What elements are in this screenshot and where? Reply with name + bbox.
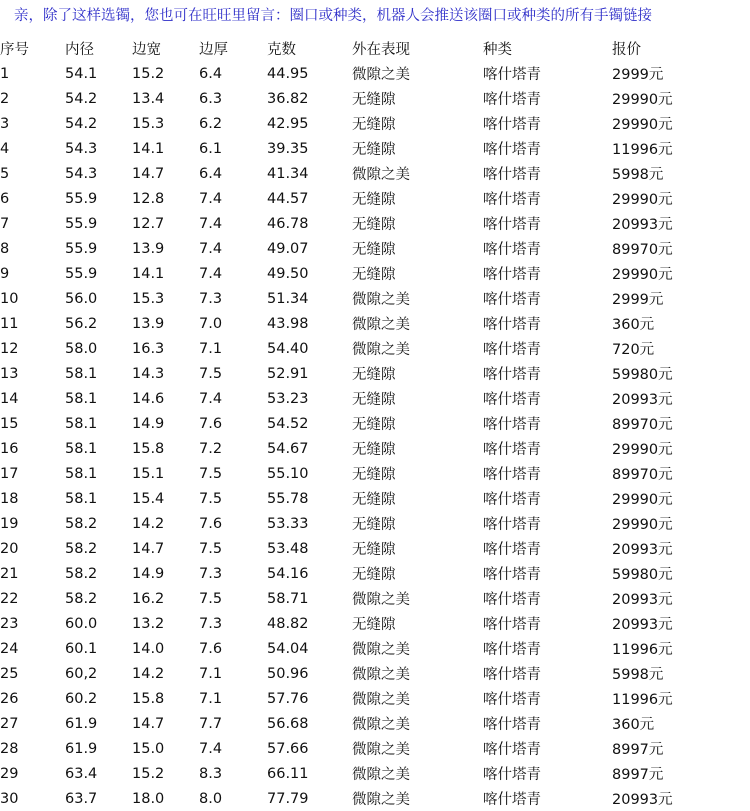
cell-inner-diameter: 55.9	[65, 215, 98, 232]
cell-band-width: 14.0	[132, 640, 165, 657]
cell-type: 喀什塔青	[483, 742, 541, 758]
table-row	[0, 686, 740, 711]
table-row	[0, 611, 740, 636]
cell-price: 20993元	[612, 392, 673, 408]
cell-price: 360元	[612, 717, 655, 733]
table-row	[0, 86, 740, 111]
header-band-width: 边宽	[132, 42, 161, 58]
cell-index: 10	[0, 290, 19, 307]
cell-inner-diameter: 56.2	[65, 315, 98, 332]
table-row	[0, 286, 740, 311]
cell-band-width: 14.9	[132, 565, 165, 582]
cell-price: 20993元	[612, 217, 673, 233]
cell-price: 89970元	[612, 467, 673, 483]
cell-type: 喀什塔青	[483, 467, 541, 483]
cell-index: 8	[0, 240, 10, 257]
cell-band-thickness: 7.3	[199, 290, 223, 307]
cell-appearance: 微隙之美	[352, 792, 410, 808]
cell-inner-diameter: 54.3	[65, 140, 98, 157]
cell-inner-diameter: 55.9	[65, 265, 98, 282]
cell-price: 11996元	[612, 142, 673, 158]
cell-inner-diameter: 58.0	[65, 340, 98, 357]
cell-type: 喀什塔青	[483, 542, 541, 558]
cell-type: 喀什塔青	[483, 492, 541, 508]
cell-weight-grams: 49.50	[267, 265, 309, 282]
cell-band-width: 14.2	[132, 515, 165, 532]
cell-band-width: 12.8	[132, 190, 165, 207]
cell-appearance: 无缝隙	[352, 267, 396, 283]
table-row	[0, 586, 740, 611]
cell-inner-diameter: 58.1	[65, 465, 98, 482]
cell-inner-diameter: 55.9	[65, 240, 98, 257]
cell-weight-grams: 53.48	[267, 540, 309, 557]
table-row	[0, 211, 740, 236]
cell-inner-diameter: 60.0	[65, 615, 98, 632]
cell-appearance: 无缝隙	[352, 142, 396, 158]
cell-appearance: 微隙之美	[352, 767, 410, 783]
cell-band-width: 14.2	[132, 665, 165, 682]
cell-band-thickness: 7.4	[199, 265, 223, 282]
cell-index: 4	[0, 140, 10, 157]
cell-appearance: 微隙之美	[352, 167, 410, 183]
cell-appearance: 无缝隙	[352, 367, 396, 383]
cell-appearance: 无缝隙	[352, 442, 396, 458]
cell-appearance: 微隙之美	[352, 317, 410, 333]
cell-inner-diameter: 55.9	[65, 190, 98, 207]
cell-weight-grams: 55.10	[267, 465, 309, 482]
cell-inner-diameter: 63.4	[65, 765, 98, 782]
cell-type: 喀什塔青	[483, 167, 541, 183]
table-row	[0, 486, 740, 511]
cell-band-width: 14.6	[132, 390, 165, 407]
cell-appearance: 无缝隙	[352, 192, 396, 208]
cell-type: 喀什塔青	[483, 242, 541, 258]
cell-band-thickness: 7.1	[199, 665, 223, 682]
cell-weight-grams: 53.23	[267, 390, 309, 407]
cell-band-width: 14.7	[132, 715, 165, 732]
table-header	[0, 36, 740, 61]
cell-weight-grams: 49.07	[267, 240, 309, 257]
cell-band-thickness: 6.1	[199, 140, 223, 157]
cell-appearance: 微隙之美	[352, 67, 410, 83]
cell-band-width: 14.1	[132, 265, 165, 282]
cell-appearance: 无缝隙	[352, 117, 396, 133]
cell-type: 喀什塔青	[483, 442, 541, 458]
cell-appearance: 无缝隙	[352, 242, 396, 258]
cell-band-width: 16.3	[132, 340, 165, 357]
cell-type: 喀什塔青	[483, 792, 541, 808]
cell-inner-diameter: 58.1	[65, 490, 98, 507]
header-type: 种类	[483, 42, 512, 58]
cell-inner-diameter: 61.9	[65, 740, 98, 757]
cell-price: 20993元	[612, 617, 673, 633]
cell-price: 2999元	[612, 67, 664, 83]
cell-type: 喀什塔青	[483, 367, 541, 383]
cell-index: 22	[0, 590, 19, 607]
cell-price: 11996元	[612, 642, 673, 658]
cell-inner-diameter: 58.1	[65, 440, 98, 457]
cell-band-thickness: 7.6	[199, 415, 223, 432]
cell-band-thickness: 7.0	[199, 315, 223, 332]
cell-type: 喀什塔青	[483, 192, 541, 208]
cell-band-width: 16.2	[132, 590, 165, 607]
cell-appearance: 微隙之美	[352, 592, 410, 608]
cell-band-thickness: 7.1	[199, 690, 223, 707]
cell-weight-grams: 54.52	[267, 415, 309, 432]
cell-weight-grams: 41.34	[267, 165, 309, 182]
cell-appearance: 微隙之美	[352, 642, 410, 658]
cell-inner-diameter: 54.3	[65, 165, 98, 182]
table-row	[0, 361, 740, 386]
cell-weight-grams: 46.78	[267, 215, 309, 232]
cell-price: 29990元	[612, 492, 673, 508]
cell-weight-grams: 43.98	[267, 315, 309, 332]
cell-type: 喀什塔青	[483, 617, 541, 633]
cell-band-thickness: 7.3	[199, 615, 223, 632]
cell-inner-diameter: 58.1	[65, 390, 98, 407]
cell-index: 5	[0, 165, 10, 182]
cell-band-thickness: 7.6	[199, 640, 223, 657]
cell-type: 喀什塔青	[483, 592, 541, 608]
cell-index: 19	[0, 515, 19, 532]
cell-type: 喀什塔青	[483, 342, 541, 358]
cell-index: 9	[0, 265, 10, 282]
cell-appearance: 无缝隙	[352, 617, 396, 633]
cell-index: 11	[0, 315, 19, 332]
cell-index: 18	[0, 490, 19, 507]
cell-inner-diameter: 60.1	[65, 640, 98, 657]
cell-type: 喀什塔青	[483, 92, 541, 108]
table-row	[0, 336, 740, 361]
cell-price: 29990元	[612, 442, 673, 458]
table-row	[0, 436, 740, 461]
table-row	[0, 711, 740, 736]
cell-type: 喀什塔青	[483, 317, 541, 333]
cell-band-width: 12.7	[132, 215, 165, 232]
cell-appearance: 无缝隙	[352, 517, 396, 533]
cell-appearance: 无缝隙	[352, 542, 396, 558]
cell-index: 23	[0, 615, 19, 632]
header-price: 报价	[612, 42, 641, 58]
cell-index: 12	[0, 340, 19, 357]
cell-band-thickness: 7.7	[199, 715, 223, 732]
cell-price: 20993元	[612, 542, 673, 558]
cell-price: 20993元	[612, 792, 673, 808]
cell-band-thickness: 7.5	[199, 465, 223, 482]
cell-type: 喀什塔青	[483, 217, 541, 233]
table-row	[0, 261, 740, 286]
cell-inner-diameter: 54.2	[65, 115, 98, 132]
cell-index: 21	[0, 565, 19, 582]
cell-appearance: 微隙之美	[352, 292, 410, 308]
table-body	[0, 61, 740, 811]
cell-weight-grams: 54.16	[267, 565, 309, 582]
cell-index: 14	[0, 390, 19, 407]
cell-band-thickness: 7.5	[199, 365, 223, 382]
cell-index: 15	[0, 415, 19, 432]
cell-band-thickness: 7.4	[199, 215, 223, 232]
cell-weight-grams: 44.57	[267, 190, 309, 207]
cell-price: 2999元	[612, 292, 664, 308]
cell-index: 20	[0, 540, 19, 557]
table-row	[0, 386, 740, 411]
table-row	[0, 536, 740, 561]
cell-type: 喀什塔青	[483, 567, 541, 583]
cell-type: 喀什塔青	[483, 717, 541, 733]
cell-band-width: 18.0	[132, 790, 165, 807]
cell-band-thickness: 8.3	[199, 765, 223, 782]
cell-type: 喀什塔青	[483, 667, 541, 683]
table-row	[0, 661, 740, 686]
cell-type: 喀什塔青	[483, 292, 541, 308]
table-row	[0, 461, 740, 486]
cell-band-width: 15.8	[132, 690, 165, 707]
cell-weight-grams: 50.96	[267, 665, 309, 682]
header-index: 序号	[0, 42, 29, 58]
cell-price: 20993元	[612, 592, 673, 608]
cell-type: 喀什塔青	[483, 267, 541, 283]
cell-price: 89970元	[612, 242, 673, 258]
cell-index: 26	[0, 690, 19, 707]
cell-inner-diameter: 60.2	[65, 690, 98, 707]
table-row	[0, 186, 740, 211]
cell-band-thickness: 6.2	[199, 115, 223, 132]
cell-weight-grams: 58.71	[267, 590, 309, 607]
cell-index: 1	[0, 65, 10, 82]
cell-weight-grams: 48.82	[267, 615, 309, 632]
cell-type: 喀什塔青	[483, 642, 541, 658]
table-row	[0, 511, 740, 536]
cell-band-width: 15.1	[132, 465, 165, 482]
cell-appearance: 无缝隙	[352, 392, 396, 408]
cell-weight-grams: 51.34	[267, 290, 309, 307]
cell-index: 13	[0, 365, 19, 382]
header-weight-grams: 克数	[267, 42, 296, 58]
cell-appearance: 无缝隙	[352, 217, 396, 233]
cell-band-thickness: 7.6	[199, 515, 223, 532]
cell-price: 29990元	[612, 267, 673, 283]
cell-band-thickness: 7.4	[199, 740, 223, 757]
cell-band-width: 15.8	[132, 440, 165, 457]
cell-band-thickness: 7.5	[199, 490, 223, 507]
cell-band-width: 13.2	[132, 615, 165, 632]
cell-price: 29990元	[612, 92, 673, 108]
cell-weight-grams: 66.11	[267, 765, 309, 782]
cell-weight-grams: 53.33	[267, 515, 309, 532]
cell-index: 29	[0, 765, 19, 782]
cell-appearance: 无缝隙	[352, 467, 396, 483]
cell-price: 89970元	[612, 417, 673, 433]
cell-type: 喀什塔青	[483, 417, 541, 433]
table-row	[0, 736, 740, 761]
cell-band-width: 15.4	[132, 490, 165, 507]
cell-band-width: 14.7	[132, 540, 165, 557]
cell-inner-diameter: 58.1	[65, 415, 98, 432]
cell-weight-grams: 39.35	[267, 140, 309, 157]
table-row	[0, 161, 740, 186]
cell-weight-grams: 54.04	[267, 640, 309, 657]
bangle-table	[0, 36, 740, 811]
cell-type: 喀什塔青	[483, 692, 541, 708]
cell-band-width: 14.1	[132, 140, 165, 157]
cell-inner-diameter: 58.2	[65, 565, 98, 582]
cell-weight-grams: 56.68	[267, 715, 309, 732]
header-appearance: 外在表现	[352, 42, 410, 58]
header-row	[0, 36, 740, 61]
cell-band-width: 15.3	[132, 115, 165, 132]
cell-type: 喀什塔青	[483, 517, 541, 533]
cell-inner-diameter: 54.1	[65, 65, 98, 82]
cell-price: 8997元	[612, 742, 664, 758]
cell-inner-diameter: 58.2	[65, 590, 98, 607]
cell-appearance: 微隙之美	[352, 342, 410, 358]
cell-band-width: 13.9	[132, 240, 165, 257]
cell-index: 27	[0, 715, 19, 732]
cell-type: 喀什塔青	[483, 142, 541, 158]
cell-band-thickness: 7.4	[199, 390, 223, 407]
cell-weight-grams: 57.76	[267, 690, 309, 707]
header-inner-diameter: 内径	[65, 42, 94, 58]
cell-appearance: 微隙之美	[352, 742, 410, 758]
cell-band-thickness: 8.0	[199, 790, 223, 807]
cell-weight-grams: 54.40	[267, 340, 309, 357]
cell-band-width: 15.3	[132, 290, 165, 307]
cell-appearance: 无缝隙	[352, 492, 396, 508]
cell-index: 7	[0, 215, 10, 232]
cell-band-width: 13.4	[132, 90, 165, 107]
table-row	[0, 111, 740, 136]
cell-weight-grams: 36.82	[267, 90, 309, 107]
cell-index: 28	[0, 740, 19, 757]
table-row	[0, 786, 740, 811]
cell-band-width: 15.0	[132, 740, 165, 757]
cell-band-thickness: 7.4	[199, 190, 223, 207]
cell-band-thickness: 7.5	[199, 540, 223, 557]
cell-band-thickness: 7.3	[199, 565, 223, 582]
table-row	[0, 636, 740, 661]
cell-price: 5998元	[612, 667, 664, 683]
cell-band-width: 15.2	[132, 65, 165, 82]
cell-inner-diameter: 54.2	[65, 90, 98, 107]
cell-index: 3	[0, 115, 10, 132]
cell-appearance: 无缝隙	[352, 92, 396, 108]
cell-band-width: 14.7	[132, 165, 165, 182]
cell-weight-grams: 54.67	[267, 440, 309, 457]
table-row	[0, 411, 740, 436]
table-row	[0, 761, 740, 786]
cell-price: 59980元	[612, 567, 673, 583]
table-row	[0, 561, 740, 586]
cell-type: 喀什塔青	[483, 117, 541, 133]
cell-weight-grams: 57.66	[267, 740, 309, 757]
cell-inner-diameter: 58.2	[65, 540, 98, 557]
cell-weight-grams: 52.91	[267, 365, 309, 382]
cell-price: 11996元	[612, 692, 673, 708]
cell-appearance: 无缝隙	[352, 567, 396, 583]
cell-index: 6	[0, 190, 10, 207]
cell-appearance: 微隙之美	[352, 692, 410, 708]
cell-band-thickness: 6.4	[199, 65, 223, 82]
cell-weight-grams: 42.95	[267, 115, 309, 132]
table-row	[0, 236, 740, 261]
cell-inner-diameter: 60,2	[65, 665, 98, 682]
cell-index: 16	[0, 440, 19, 457]
cell-band-thickness: 7.4	[199, 240, 223, 257]
table-row	[0, 61, 740, 86]
cell-index: 24	[0, 640, 19, 657]
cell-price: 360元	[612, 317, 655, 333]
cell-band-width: 13.9	[132, 315, 165, 332]
cell-price: 29990元	[612, 192, 673, 208]
cell-band-thickness: 7.1	[199, 340, 223, 357]
cell-band-thickness: 7.5	[199, 590, 223, 607]
cell-weight-grams: 55.78	[267, 490, 309, 507]
cell-index: 25	[0, 665, 19, 682]
cell-price: 720元	[612, 342, 655, 358]
cell-type: 喀什塔青	[483, 767, 541, 783]
cell-type: 喀什塔青	[483, 392, 541, 408]
cell-inner-diameter: 56.0	[65, 290, 98, 307]
cell-inner-diameter: 63.7	[65, 790, 98, 807]
cell-band-thickness: 6.4	[199, 165, 223, 182]
cell-band-thickness: 6.3	[199, 90, 223, 107]
cell-band-width: 14.3	[132, 365, 165, 382]
cell-appearance: 微隙之美	[352, 717, 410, 733]
cell-index: 30	[0, 790, 19, 807]
cell-weight-grams: 77.79	[267, 790, 309, 807]
cell-type: 喀什塔青	[483, 67, 541, 83]
cell-inner-diameter: 61.9	[65, 715, 98, 732]
cell-band-thickness: 7.2	[199, 440, 223, 457]
table-row	[0, 311, 740, 336]
cell-price: 5998元	[612, 167, 664, 183]
cell-price: 59980元	[612, 367, 673, 383]
table-row	[0, 136, 740, 161]
cell-weight-grams: 44.95	[267, 65, 309, 82]
header-band-thickness: 边厚	[199, 42, 228, 58]
cell-inner-diameter: 58.1	[65, 365, 98, 382]
cell-band-width: 14.9	[132, 415, 165, 432]
cell-appearance: 无缝隙	[352, 417, 396, 433]
cell-price: 8997元	[612, 767, 664, 783]
cell-index: 2	[0, 90, 10, 107]
cell-price: 29990元	[612, 117, 673, 133]
notice-text: 亲，除了这样选镯，您也可在旺旺里留言：圈口或种类，机器人会推送该圈口或种类的所有手镯链接	[14, 8, 652, 24]
cell-inner-diameter: 58.2	[65, 515, 98, 532]
cell-price: 29990元	[612, 517, 673, 533]
cell-index: 17	[0, 465, 19, 482]
cell-band-width: 15.2	[132, 765, 165, 782]
cell-appearance: 微隙之美	[352, 667, 410, 683]
